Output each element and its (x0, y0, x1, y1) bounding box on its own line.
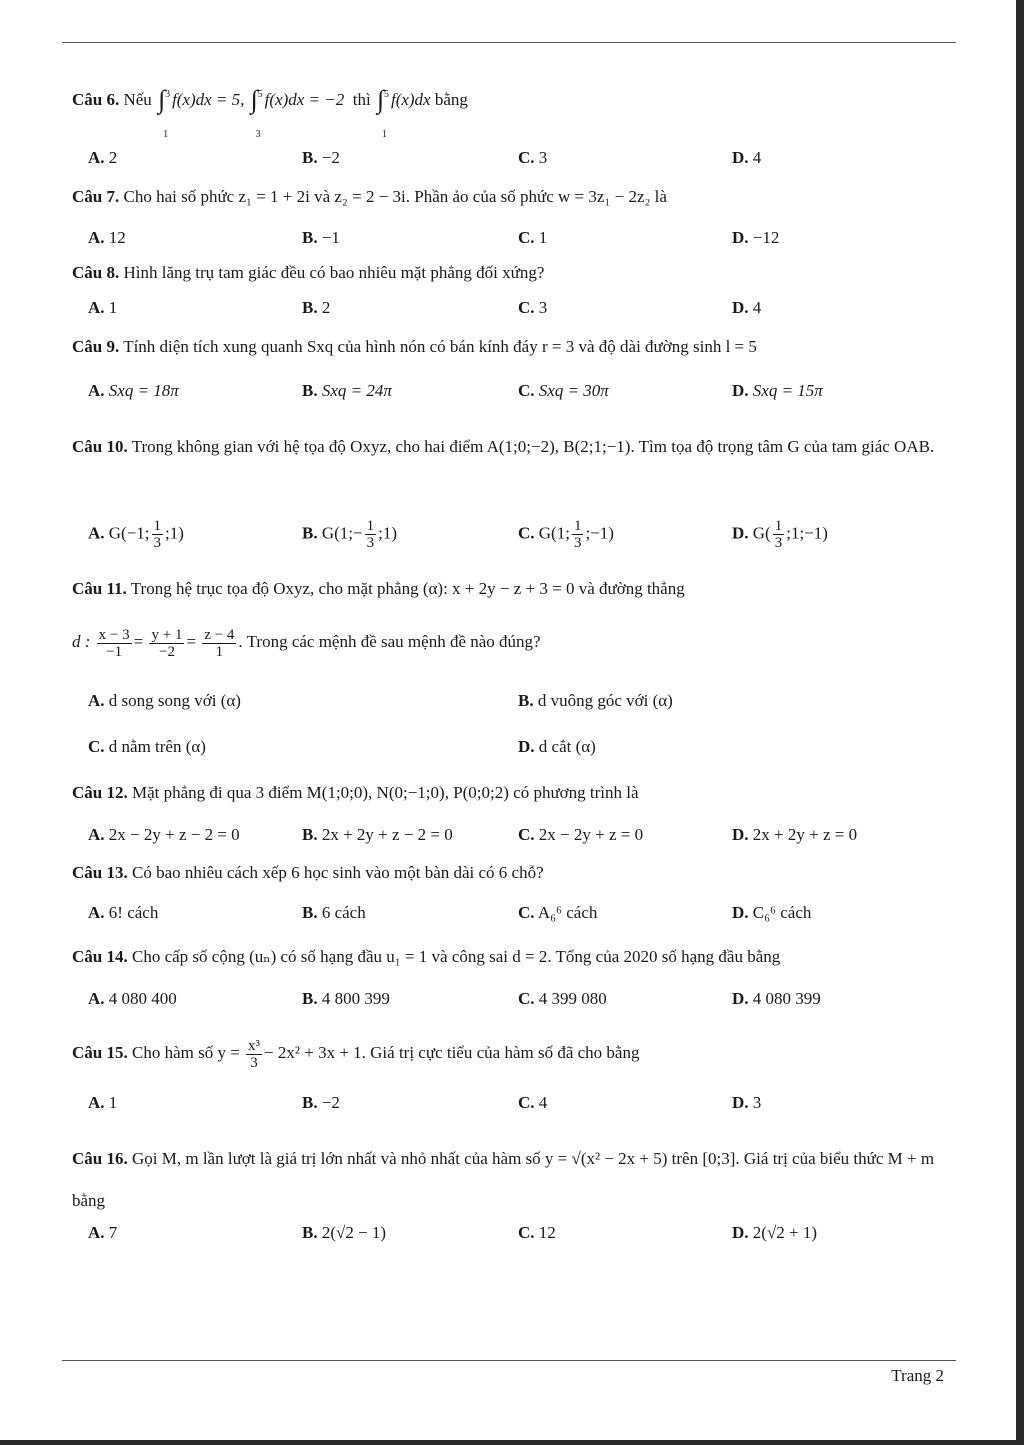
option-c[interactable]: C. d nằm trên (α) (88, 737, 206, 756)
option-b[interactable]: B. Sxq = 24π (302, 381, 392, 400)
option-b[interactable]: B. G(1;− $\frac{1}{3}$ ;1) (302, 518, 397, 551)
question-15: Câu 15. Cho hàm số y = $\frac{\text{x³}}{3}$ − 2x² + 3x + 1. Giá trị cực tiểu của hàm số đã cho bằng (72, 1037, 640, 1071)
option-a[interactable]: A. G(−1; $\frac{1}{3}$ ;1) (88, 518, 184, 551)
options-q6 (88, 145, 948, 171)
option-a[interactable]: A. 4 080 400 (88, 989, 177, 1008)
options-q14 (88, 986, 948, 1012)
option-d[interactable]: D. d cắt (α) (518, 737, 596, 756)
option-d[interactable]: D. Sxq = 15π (732, 381, 823, 400)
option-b[interactable]: B. d vuông góc với (α) (518, 691, 673, 710)
option-c[interactable]: C. 1 (518, 228, 548, 247)
option-c[interactable]: C. 2x − 2y + z = 0 (518, 825, 644, 844)
option-a[interactable]: A. d song song với (α) (88, 691, 241, 710)
option-b[interactable]: B. −2 (302, 148, 340, 167)
options-q10 (88, 518, 948, 552)
option-d[interactable]: D. 2(√2 + 1) (732, 1223, 818, 1242)
bottom-rule (62, 1360, 956, 1361)
question-12: Câu 12. Mặt phẳng đi qua 3 điểm M(1;0;0), N(0;−1;0), P(0;0;2) có phương trình là (72, 783, 639, 802)
integral-3: ∫ 5 1 (376, 85, 389, 141)
question-13: Câu 13. Có bao nhiêu cách xếp 6 học sinh vào một bàn dài có 6 chỗ? (72, 863, 544, 882)
option-a[interactable]: A. 1 (88, 1093, 118, 1112)
question-7: Câu 7. Cho hai số phức z₁ = 1 + 2i và z₂ = 2 − 3i. Phần ảo của số phức w = 3z₁ − 2z₂ là (72, 187, 667, 206)
option-a[interactable]: A. 6! cách (88, 903, 159, 922)
option-d[interactable]: D. C₆⁶ cách (732, 903, 812, 922)
option-a[interactable]: A. 12 (88, 228, 126, 247)
option-c[interactable]: C. 3 (518, 148, 548, 167)
top-rule (62, 42, 956, 43)
option-b[interactable]: B. 2 (302, 298, 331, 317)
option-d[interactable]: D. 2x + 2y + z = 0 (732, 825, 858, 844)
option-b[interactable]: B. 2x + 2y + z − 2 = 0 (302, 825, 453, 844)
option-c[interactable]: C. Sxq = 30π (518, 381, 609, 400)
option-c[interactable]: C. 12 (518, 1223, 556, 1242)
question-8: Câu 8. Hình lăng trụ tam giác đều có bao nhiêu mặt phẳng đối xứng? (72, 263, 545, 282)
options-q16 (88, 1220, 948, 1246)
option-d[interactable]: D. 4 (732, 148, 762, 167)
question-9: Câu 9. Tính diện tích xung quanh Sxq của hình nón có bán kính đáy r = 3 và độ dài đường sinh l = 5 (72, 337, 757, 356)
question-6: Câu 6. Nếu ∫ 3 1 f(x)dx = 5, ∫ 5 3 f(x)dx = −2 thì ∫ 5 1 f(x)dx bằng (72, 80, 950, 121)
question-16: Câu 16. Gọi M, m lần lượt là giá trị lớn nhất và nhỏ nhất của hàm số y = √(x² − 2x + 5) trên [0;3]. Giá trị của biểu thức M + m bằng (72, 1149, 935, 1210)
options-q9 (88, 378, 948, 404)
options-q12 (88, 822, 948, 848)
option-c[interactable]: C. G(1; $\frac{1}{3}$ ;−1) (518, 518, 614, 551)
option-c[interactable]: C. 4 (518, 1093, 548, 1112)
option-b[interactable]: B. −1 (302, 228, 340, 247)
option-b[interactable]: B. 4 800 399 (302, 989, 390, 1008)
options-q15 (88, 1090, 948, 1116)
option-c[interactable]: C. 3 (518, 298, 548, 317)
option-d[interactable]: D. 4 080 399 (732, 989, 821, 1008)
page-number: Trang 2 (891, 1366, 944, 1385)
option-b[interactable]: B. −2 (302, 1093, 340, 1112)
option-a[interactable]: A. Sxq = 18π (88, 381, 179, 400)
integral-2: ∫ 5 3 (250, 85, 263, 141)
option-a[interactable]: A. 2 (88, 148, 118, 167)
option-d[interactable]: D. G( $\frac{1}{3}$ ;1;−1) (732, 518, 828, 551)
question-14: Câu 14. Cho cấp số cộng (uₙ) có số hạng đầu u₁ = 1 và công sai d = 2. Tổng của 2020 số hạng đầu bằng (72, 947, 781, 966)
option-a[interactable]: A. 2x − 2y + z − 2 = 0 (88, 825, 240, 844)
options-q8 (88, 295, 948, 321)
option-d[interactable]: D. 4 (732, 298, 762, 317)
option-b[interactable]: B. 2(√2 − 1) (302, 1223, 387, 1242)
options-q11-row1 (88, 688, 948, 714)
options-q7 (88, 225, 948, 251)
option-d[interactable]: D. −12 (732, 228, 780, 247)
integral-1: ∫ 3 1 (158, 85, 171, 141)
question-10: Câu 10. Trong không gian với hệ tọa độ Oxyz, cho hai điểm A(1;0;−2), B(2;1;−1). Tìm tọa độ trọng tâm G của tam giác OAB. (72, 437, 935, 456)
option-c[interactable]: C. 4 399 080 (518, 989, 607, 1008)
option-a[interactable]: A. 7 (88, 1223, 118, 1242)
option-c[interactable]: C. A₆⁶ cách (518, 903, 598, 922)
option-b[interactable]: B. 6 cách (302, 903, 366, 922)
question-11-line: d : $\frac{x - 3}{-1}$ = $\frac{y + 1}{-2}$ = $\frac{z - 4}{1}$ . Trong các mệnh đề sau mệnh đề nào đúng? (72, 626, 541, 660)
option-a[interactable]: A. 1 (88, 298, 118, 317)
question-11: Câu 11. Trong hệ trục tọa độ Oxyz, cho mặt phẳng (α): x + 2y − z + 3 = 0 và đường thẳng (72, 579, 685, 598)
option-d[interactable]: D. 3 (732, 1093, 762, 1112)
options-q11-row2 (88, 734, 948, 760)
options-q13 (88, 900, 948, 926)
